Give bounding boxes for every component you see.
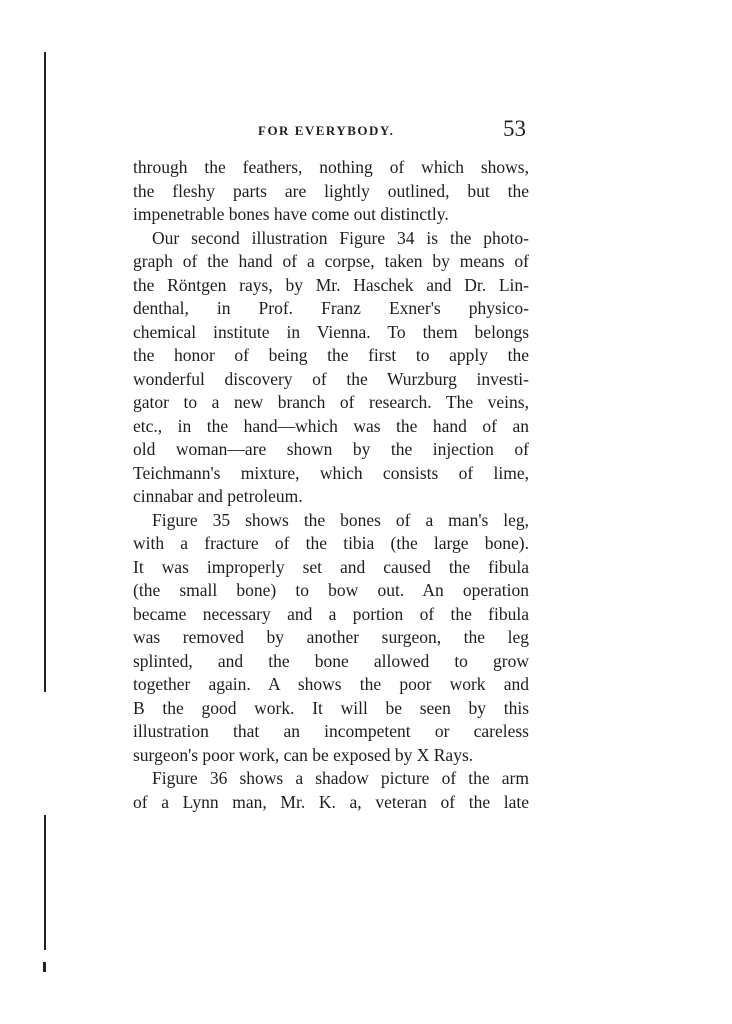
running-head: FOR EVERYBODY. [258, 123, 395, 138]
text-line: etc., in the hand—which was the hand of an [133, 415, 529, 436]
paragraph-first-line: Our second illustration Figure 34 is the photo- [152, 227, 529, 248]
gutter-mark [43, 962, 46, 972]
text-line: impenetrable bones have come out distinctly. [133, 204, 449, 224]
text-line: with a fracture of the tibia (the large bone). [133, 533, 529, 553]
text-line: was removed by another surgeon, the leg [133, 627, 529, 647]
text-line: wonderful discovery of the Wurzburg investi- [133, 368, 529, 389]
text-line: graph of the hand of a corpse, taken by means of [133, 251, 529, 271]
gutter-edge-line [44, 815, 46, 950]
text-line: surgeon's poor work, can be exposed by X Rays. [133, 744, 474, 765]
text-line: B the good work. It will be seen by this [133, 697, 529, 718]
text-line: cinnabar and petroleum. [133, 486, 303, 506]
gutter-edge-line [44, 52, 46, 692]
text-line: the Röntgen rays, by Mr. Haschek and Dr. Lin- [133, 274, 529, 295]
body-text [133, 156, 529, 814]
text-line: became necessary and a portion of the fibula [133, 603, 529, 624]
paragraph-first-line: Figure 36 shows a shadow picture of the arm [152, 768, 529, 788]
text-line: denthal, in Prof. Franz Exner's physico- [133, 298, 529, 318]
text-line: through the feathers, nothing of which shows, [133, 157, 529, 177]
text-line: the honor of being the first to apply the [133, 345, 529, 365]
text-line: It was improperly set and caused the fibula [133, 556, 529, 577]
text-line: the fleshy parts are lightly outlined, but the [133, 180, 529, 201]
text-line: gator to a new branch of research. The veins, [133, 392, 529, 412]
text-line: illustration that an incompetent or careless [133, 721, 529, 741]
text-line: chemical institute in Vienna. To them belongs [133, 321, 529, 342]
text-line: splinted, and the bone allowed to grow [133, 650, 529, 671]
text-line: together again. A shows the poor work and [133, 674, 529, 694]
text-line: old woman—are shown by the injection of [133, 439, 529, 459]
paragraph-first-line: Figure 35 shows the bones of a man's leg, [152, 509, 529, 530]
page-number: 53 [503, 116, 526, 141]
text-line: of a Lynn man, Mr. K. a, veteran of the late [133, 791, 529, 812]
text-line: Teichmann's mixture, which consists of lime, [133, 462, 529, 483]
text-line: (the small bone) to bow out. An operation [133, 580, 529, 600]
